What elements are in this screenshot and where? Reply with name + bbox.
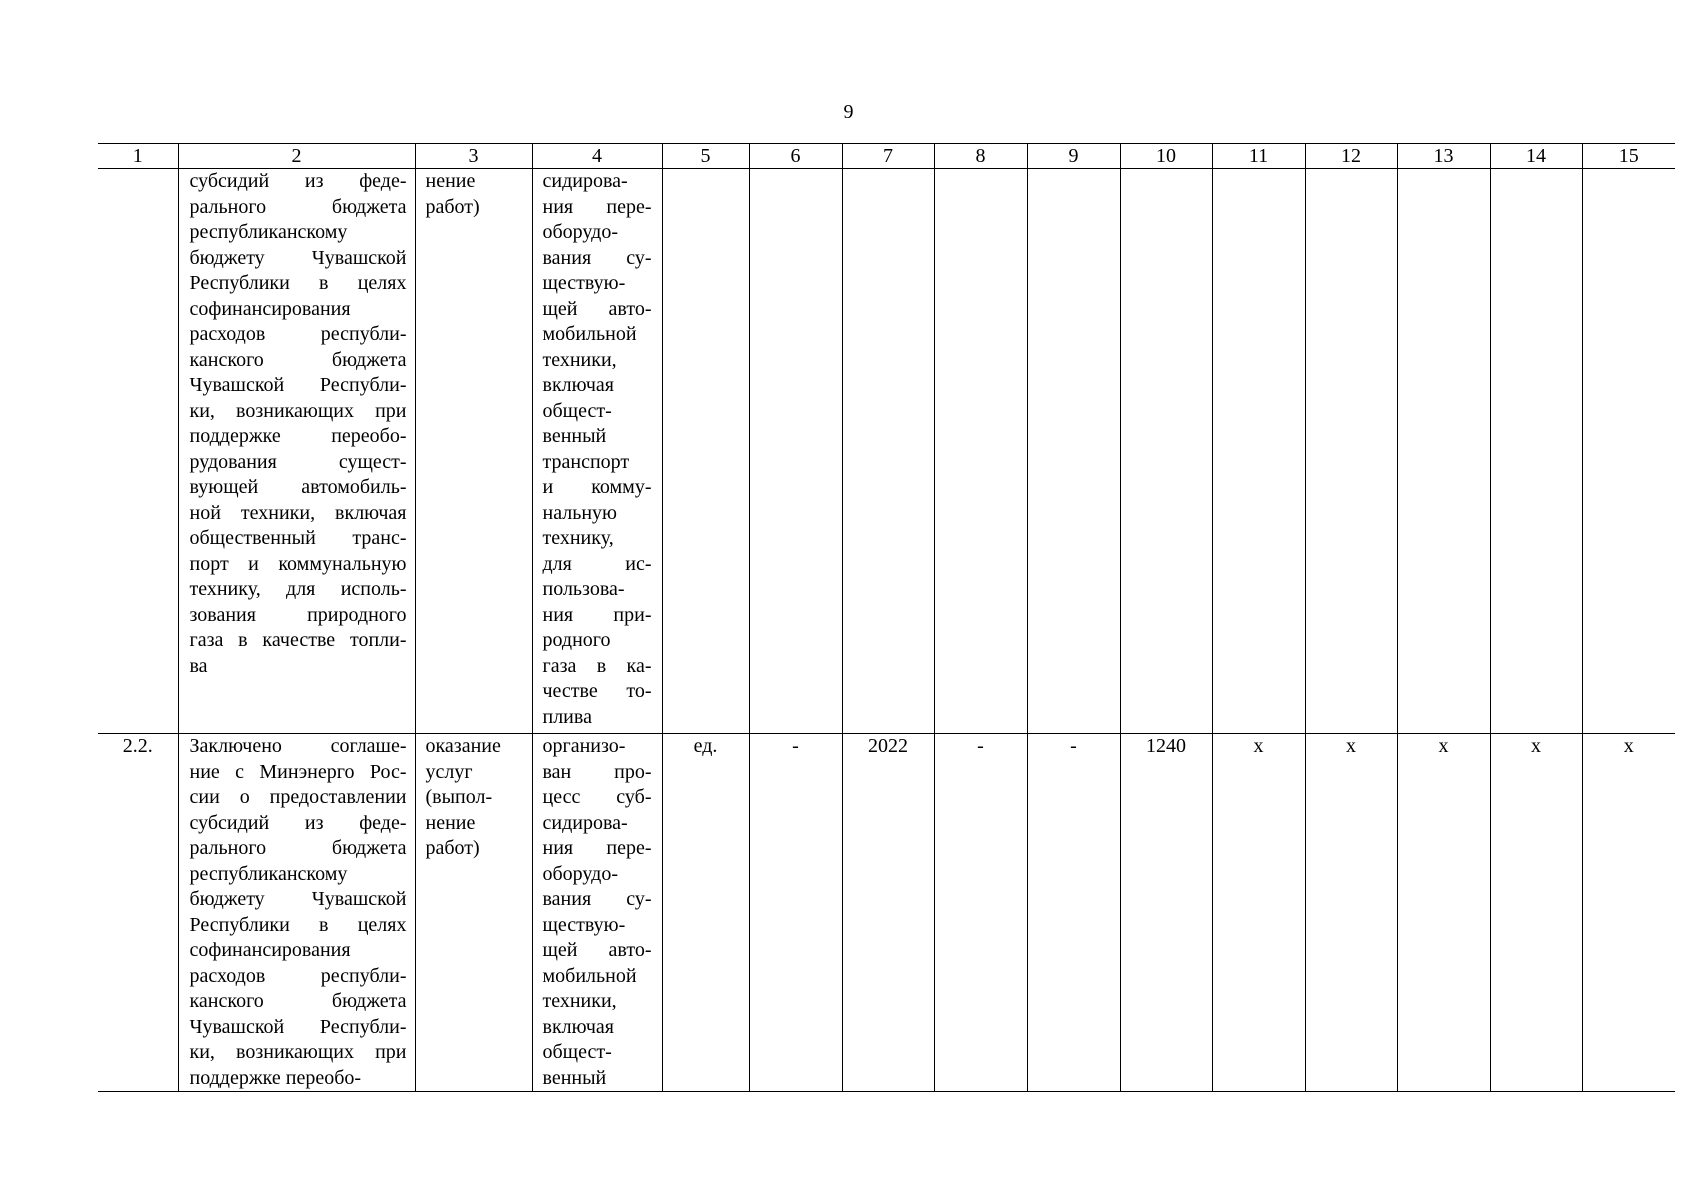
text-line: для ис-	[542, 552, 652, 575]
page-number: 9	[843, 101, 854, 123]
text-line: порт и коммунальную	[189, 552, 407, 575]
text-line: техники,	[542, 348, 617, 371]
text-line: мобильной	[542, 964, 637, 987]
text-line: техники,	[542, 990, 617, 1012]
result-cell	[532, 169, 662, 734]
text-line: сидирова-	[542, 170, 628, 192]
text-line: газа в ка-	[542, 654, 652, 677]
text-line: ществую-	[542, 272, 626, 294]
text-line: ществую-	[542, 913, 626, 936]
text-line: общест-	[542, 399, 612, 422]
text-line: щей авто-	[542, 939, 652, 961]
text-line: и комму-	[542, 476, 652, 498]
text-line: канского бюджета	[189, 990, 407, 1012]
header-cell: 15	[1582, 144, 1675, 169]
text-line: пользова-	[542, 578, 625, 600]
text-line: плива	[542, 705, 592, 728]
row-number-cell: 2.2.	[98, 734, 178, 1092]
value-cell: 1240	[1120, 734, 1212, 1092]
text-line: бюджету Чувашской	[189, 246, 407, 269]
text-line: включая	[542, 1015, 614, 1038]
base-year-cell: 2022	[842, 734, 934, 1092]
text-line: рального бюджета	[189, 837, 407, 859]
table-cell	[842, 169, 934, 734]
text-line: щей авто-	[542, 297, 652, 320]
text-line: общественный транс-	[189, 527, 407, 549]
table-cell	[1582, 169, 1675, 734]
text-line: транспорт	[542, 450, 630, 473]
table-cell	[749, 169, 842, 734]
text-line: ки, возникающих при	[189, 399, 407, 422]
table-cell	[934, 169, 1027, 734]
text-line: вания су-	[542, 246, 652, 269]
header-cell: 6	[749, 144, 842, 169]
text-line: рального бюджета	[189, 195, 407, 218]
row-number-cell	[98, 169, 178, 734]
result-text	[533, 734, 662, 1091]
text-line: цесс суб-	[542, 786, 652, 808]
header-cell: 13	[1397, 144, 1490, 169]
text-line: канского бюджета	[189, 348, 407, 371]
text-line: Республики в целях	[189, 272, 407, 294]
text-line: софинансирования	[189, 939, 351, 961]
table-row	[98, 169, 1675, 734]
header-cell: 11	[1212, 144, 1305, 169]
description-cell	[178, 169, 415, 734]
text-line: вующей автомобиль-	[189, 476, 407, 498]
text-line: Чувашской Республи-	[189, 374, 407, 396]
type-cell	[415, 734, 532, 1092]
text-line: субсидий из феде-	[189, 170, 407, 192]
text-line: сии о предоставлении	[189, 786, 407, 808]
header-cell: 2	[178, 144, 415, 169]
text-line: работ)	[425, 837, 480, 859]
text-line: оборудо-	[542, 862, 618, 885]
text-line: мобильной	[542, 323, 637, 345]
text-line: расходов республи-	[189, 323, 407, 345]
text-line: оказание	[425, 735, 501, 757]
table-cell	[1120, 169, 1212, 734]
type-text	[416, 169, 532, 220]
text-line: родного	[542, 629, 611, 651]
description-cell	[178, 734, 415, 1092]
text-line: (выпол-	[425, 786, 493, 808]
text-line: субсидий из феде-	[189, 811, 407, 834]
text-line: бюджету Чувашской	[189, 888, 407, 910]
table-cell	[662, 169, 749, 734]
value-cell: x	[1305, 734, 1397, 1092]
value-cell: x	[1490, 734, 1582, 1092]
header-cell: 7	[842, 144, 934, 169]
text-line: услуг	[425, 760, 473, 783]
text-line: поддержке переобо-	[189, 425, 407, 447]
text-line: рудования сущест-	[189, 450, 407, 473]
type-cell	[415, 169, 532, 734]
text-line: венный	[542, 1066, 607, 1089]
value-cell: -	[934, 734, 1027, 1092]
header-cell: 9	[1027, 144, 1120, 169]
value-cell: x	[1582, 734, 1675, 1092]
text-line: республиканскому	[189, 862, 348, 885]
text-line: зования природного	[189, 603, 407, 626]
header-cell: 4	[532, 144, 662, 169]
header-cell: 3	[415, 144, 532, 169]
text-line: ки, возникающих при	[189, 1041, 407, 1063]
text-line: ние с Минэнерго Рос-	[189, 760, 407, 783]
table-row	[98, 734, 1675, 1092]
header-cell: 12	[1305, 144, 1397, 169]
text-line: ния пере-	[542, 195, 652, 218]
text-line: сидирова-	[542, 811, 628, 834]
text-line: нальную	[542, 501, 618, 524]
text-line: ния пере-	[542, 837, 652, 859]
header-cell: 10	[1120, 144, 1212, 169]
text-line: вания су-	[542, 888, 652, 910]
type-text	[416, 734, 532, 862]
text-line: софинансирования	[189, 297, 351, 320]
text-line: Республики в целях	[189, 913, 407, 936]
text-line: ван про-	[542, 760, 652, 783]
text-line: включая	[542, 374, 614, 396]
text-line: нение	[425, 170, 476, 192]
table-cell	[1212, 169, 1305, 734]
text-line: ния при-	[542, 603, 652, 626]
document-table	[98, 143, 1675, 1092]
text-line: венный	[542, 425, 607, 447]
text-line: поддержке переобо-	[189, 1066, 362, 1089]
text-line: расходов республи-	[189, 964, 407, 987]
text-line: Заключено соглаше-	[189, 735, 407, 757]
text-line: Чувашской Республи-	[189, 1015, 407, 1038]
text-line: честве то-	[542, 680, 652, 702]
value-cell: x	[1397, 734, 1490, 1092]
text-line: технику,	[542, 527, 614, 549]
text-line: оборудо-	[542, 221, 618, 243]
text-line: организо-	[542, 735, 626, 757]
unit-cell: ед.	[662, 734, 749, 1092]
header-cell: 5	[662, 144, 749, 169]
table-cell	[1490, 169, 1582, 734]
text-line: ва	[189, 654, 208, 677]
result-cell	[532, 734, 662, 1092]
text-line: работ)	[425, 195, 480, 218]
description-text	[179, 734, 415, 1091]
result-text	[533, 169, 662, 730]
value-cell: -	[1027, 734, 1120, 1092]
text-line: республиканскому	[189, 221, 348, 243]
text-line: общест-	[542, 1041, 612, 1063]
header-cell: 14	[1490, 144, 1582, 169]
text-line: технику, для исполь-	[189, 578, 407, 600]
table-cell	[1397, 169, 1490, 734]
header-cell: 1	[98, 144, 178, 169]
base-value-cell: -	[749, 734, 842, 1092]
text-line: ной техники, включая	[189, 501, 407, 524]
table-cell	[1027, 169, 1120, 734]
table-cell	[1305, 169, 1397, 734]
text-line: газа в качестве топли-	[189, 629, 407, 651]
table-header-row	[98, 144, 1675, 169]
value-cell: x	[1212, 734, 1305, 1092]
description-text	[179, 169, 415, 679]
text-line: нение	[425, 811, 476, 834]
header-cell: 8	[934, 144, 1027, 169]
